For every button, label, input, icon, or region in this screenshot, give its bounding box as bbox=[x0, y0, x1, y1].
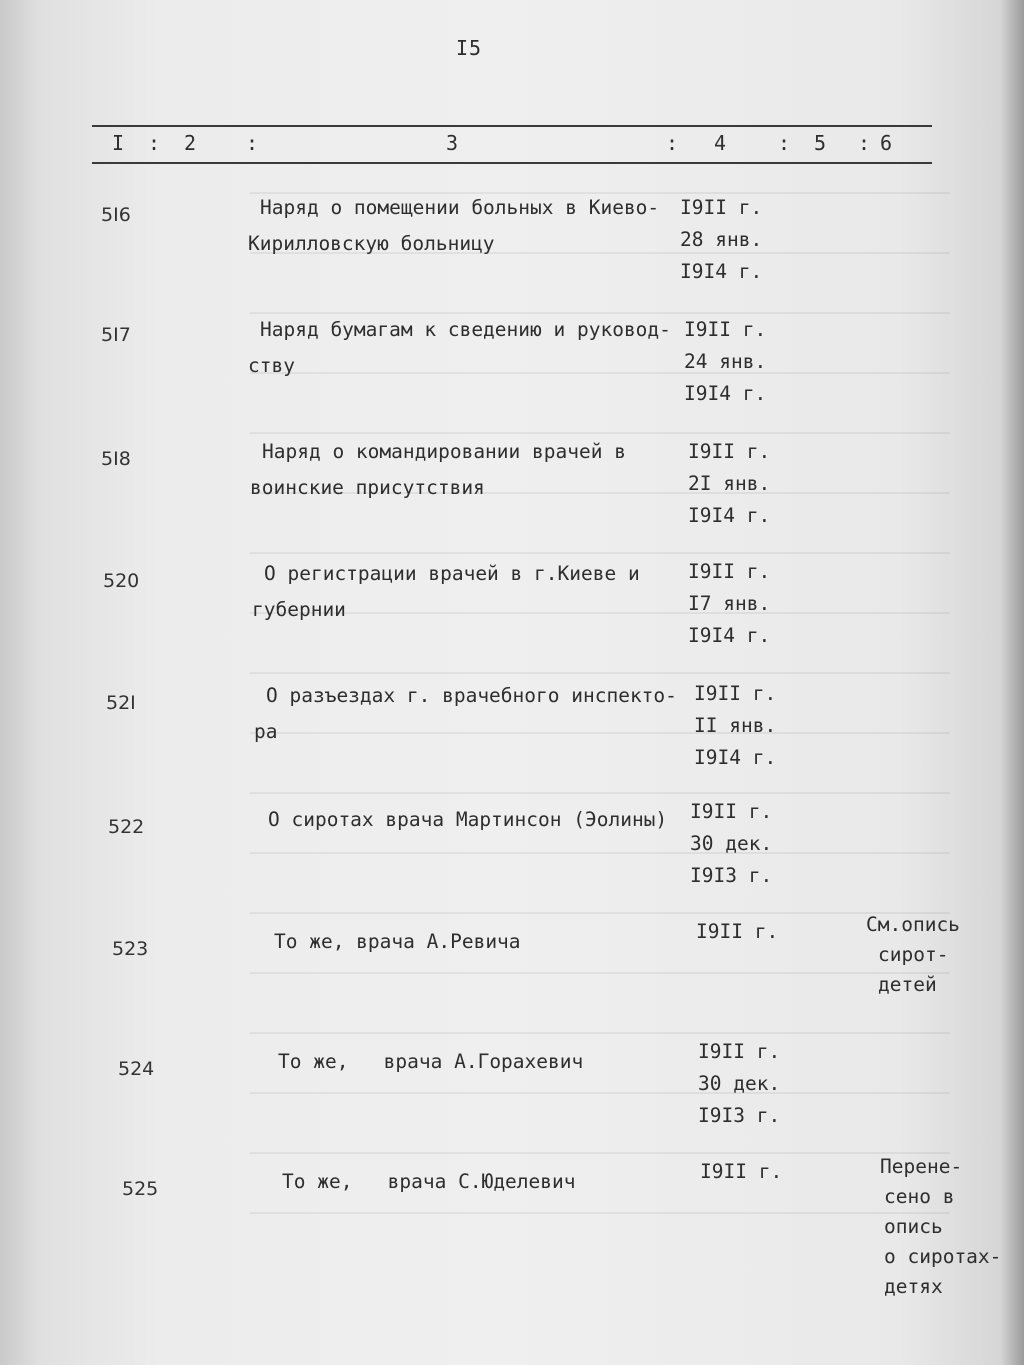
item-date-line: I9II г. bbox=[684, 318, 767, 341]
item-dates bbox=[690, 796, 772, 892]
item-date-line: 30 дек. bbox=[698, 1072, 781, 1095]
item-note-line: См.опись bbox=[866, 913, 960, 936]
header-col-4: 4 bbox=[714, 131, 727, 155]
item-number: 524 bbox=[118, 1058, 155, 1080]
item-number: 52I bbox=[106, 692, 136, 714]
item-date-line: I9I3 г. bbox=[690, 864, 773, 887]
item-dates bbox=[684, 314, 766, 410]
item-number: 525 bbox=[122, 1178, 159, 1200]
item-date-line: I9II г. bbox=[680, 196, 763, 219]
item-title-line: Наряд о командировании врачей в bbox=[262, 440, 626, 463]
item-title-line: О сиротах врача Мартинсон (Эолины) bbox=[268, 808, 668, 831]
header-col-5: 5 bbox=[814, 131, 827, 155]
item-date-line: I9II г. bbox=[688, 560, 771, 583]
item-title bbox=[270, 1164, 576, 1200]
item-number: 520 bbox=[103, 570, 140, 592]
header-separator: : bbox=[246, 131, 259, 155]
item-title bbox=[250, 434, 626, 506]
item-date-line: I9I4 г. bbox=[688, 624, 771, 647]
item-dates bbox=[696, 916, 778, 948]
item-note bbox=[880, 1152, 1001, 1302]
header-separator: : bbox=[148, 131, 161, 155]
item-date-line: I9II г. bbox=[688, 440, 771, 463]
header-rule-bottom bbox=[92, 162, 932, 164]
item-title-line: То же, врача А.Горахевич bbox=[278, 1050, 584, 1073]
header-col-1: I bbox=[112, 131, 125, 155]
item-title-line: воинские присутствия bbox=[250, 476, 485, 499]
item-date-line: I9I3 г. bbox=[698, 1104, 781, 1127]
item-note-line: опись bbox=[884, 1215, 943, 1238]
item-title bbox=[266, 1044, 583, 1080]
item-date-line: I9I4 г. bbox=[694, 746, 777, 769]
header-col-3: 3 bbox=[446, 131, 459, 155]
item-dates bbox=[680, 192, 762, 288]
item-title bbox=[248, 190, 659, 262]
header-separator: : bbox=[778, 131, 791, 155]
item-number: 5I8 bbox=[101, 448, 131, 470]
item-date-line: 30 дек. bbox=[690, 832, 773, 855]
item-number: 5I7 bbox=[101, 324, 131, 346]
item-title-line: То же, врача С.Юделевич bbox=[282, 1170, 576, 1193]
header-separator: : bbox=[858, 131, 871, 155]
item-title-line: губернии bbox=[252, 598, 346, 621]
item-dates bbox=[688, 556, 770, 652]
item-title-line: Наряд о помещении больных в Киево- bbox=[260, 196, 660, 219]
page-number: I5 bbox=[456, 36, 483, 60]
item-title-line: ра bbox=[254, 720, 278, 743]
item-title-line: Кирилловскую больницу bbox=[248, 232, 495, 255]
item-title bbox=[248, 312, 671, 384]
item-title-line: О регистрации врачей в г.Киеве и bbox=[264, 562, 640, 585]
item-title-line: То же, врача А.Ревича bbox=[274, 930, 521, 953]
item-date-line: I9II г. bbox=[700, 1160, 783, 1183]
item-dates bbox=[700, 1156, 782, 1188]
item-title bbox=[254, 678, 677, 750]
item-date-line: 28 янв. bbox=[680, 228, 763, 251]
item-number: 522 bbox=[108, 816, 145, 838]
item-title-line: ству bbox=[248, 354, 295, 377]
item-date-line: I9II г. bbox=[690, 800, 773, 823]
item-date-line: I9II г. bbox=[696, 920, 779, 943]
item-note-line: сено в bbox=[884, 1185, 955, 1208]
item-note-line: детях bbox=[884, 1275, 943, 1298]
item-date-line: 2I янв. bbox=[688, 472, 771, 495]
item-date-line: I9I4 г. bbox=[680, 260, 763, 283]
item-dates bbox=[688, 436, 770, 532]
header-separator: : bbox=[666, 131, 679, 155]
item-date-line: I7 янв. bbox=[688, 592, 771, 615]
header-col-6: 6 bbox=[880, 131, 893, 155]
header-rule-top bbox=[92, 125, 932, 127]
item-date-line: I9II г. bbox=[694, 682, 777, 705]
item-note-line: о сиротах- bbox=[884, 1245, 1002, 1268]
item-date-line: II янв. bbox=[694, 714, 777, 737]
item-note bbox=[866, 910, 960, 1000]
item-title bbox=[262, 924, 521, 960]
item-number: 5I6 bbox=[101, 204, 131, 226]
item-note-line: детей bbox=[878, 973, 937, 996]
item-title bbox=[252, 556, 640, 628]
item-date-line: 24 янв. bbox=[684, 350, 767, 373]
item-dates bbox=[694, 678, 776, 774]
item-title-line: Наряд бумагам к сведению и руковод- bbox=[260, 318, 671, 341]
item-date-line: I9I4 г. bbox=[688, 504, 771, 527]
item-note-line: Перене- bbox=[880, 1155, 963, 1178]
header-col-2: 2 bbox=[184, 131, 197, 155]
item-title bbox=[256, 802, 667, 838]
item-date-line: I9II г. bbox=[698, 1040, 781, 1063]
item-date-line: I9I4 г. bbox=[684, 382, 767, 405]
item-note-line: сирот- bbox=[878, 943, 949, 966]
item-dates bbox=[698, 1036, 780, 1132]
item-number: 523 bbox=[112, 938, 149, 960]
item-title-line: О разъездах г. врачебного инспекто- bbox=[266, 684, 677, 707]
